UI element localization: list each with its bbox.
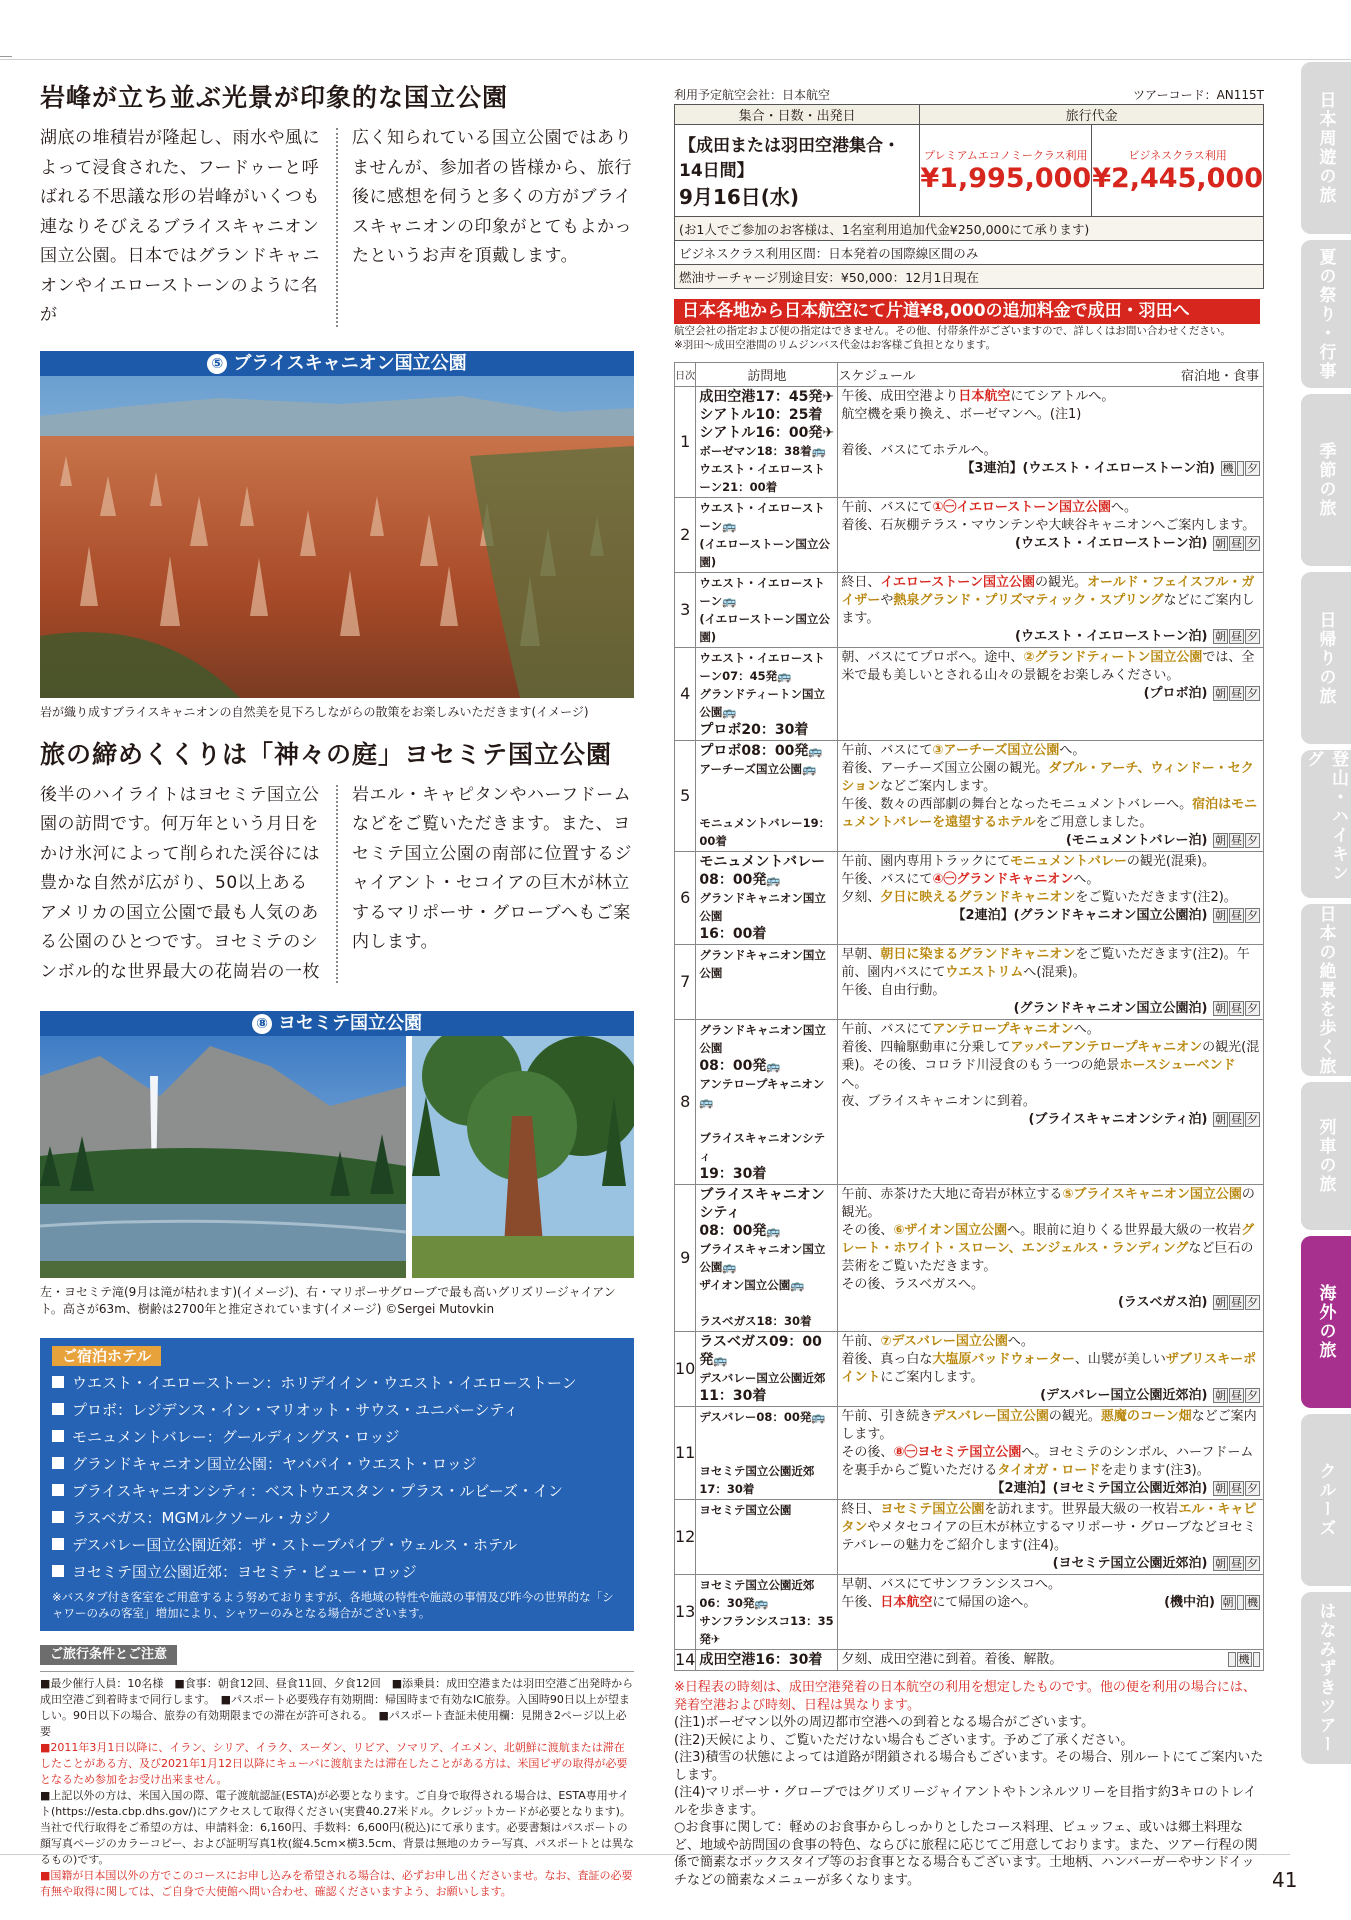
dotted-divider bbox=[336, 128, 338, 327]
domestic-connection-note-1: 航空会社の指定および便の指定はできません。その他、付帯条件がございますので、詳しくはお問い合わせください。 bbox=[674, 325, 1231, 337]
conditions-tag: ご旅行条件とご注意 bbox=[40, 1645, 177, 1665]
hotel-row bbox=[52, 1532, 622, 1559]
single-room-note: (お1人でご参加のお客様は、1名室利用追加代金¥250,000にて承ります) bbox=[675, 217, 1264, 241]
heading-yosemite: 旅の締めくくりは「神々の庭」ヨセミテ国立公園 bbox=[40, 739, 613, 769]
tab-scenic-walks[interactable]: 日本の絶景を歩く旅 bbox=[1301, 904, 1351, 1076]
heading-bryce: 岩峰が立ち並ぶ光景が印象的な国立公園 bbox=[40, 83, 509, 112]
domestic-connection-note-2: ※羽田～成田空港間のリムジンバス代金はお客様ご負担となります。 bbox=[674, 339, 996, 351]
departure-title: 【成田または羽田空港集合・14日間】 bbox=[679, 136, 900, 181]
note-1: (注1)ボーゼマン以外の周辺都市空港への到着となる場合がございます。 bbox=[674, 1715, 1095, 1730]
itinerary-day-7: 7 グランドキャニオン国立公園 早朝、朝日に染まるグランドキャニオンをご覧いただきます(注2)。午前、園内バスにてウエストリムへ(混乗)。 午後、自由行動。 (グランドキャニオン国立公園泊) 朝 昼 夕 bbox=[675, 945, 1264, 1020]
itinerary-day-2: 2 ウエスト・イエローストーン🚌 (イエローストーン国立公園) 午前、バスにて①㊀イエローストーン国立公園へ。 着後、石灰棚テラス・マウンテンや大峡谷キャニオンへご案内します。 (ウエスト・イエローストーン泊) 朝 昼 夕 bbox=[675, 498, 1264, 573]
tab-hiking[interactable]: 登山・ハイキング bbox=[1301, 750, 1351, 898]
itinerary-day-6: 6 モニュメントバレー 08：00発🚌 グランドキャニオン国立公園 16：00着 午前、園内専用トラックにてモニュメントバレーの観光(混乗)。 午後、バスにて④㊀グランドキャニオンへ。 夕刻、夕日に映えるグランドキャニオンをご覧いただきます(注2)。 【2連泊】(グランドキャニオン国立公園泊) 朝 昼 夕 bbox=[675, 852, 1264, 945]
yosemite-photos bbox=[40, 1036, 634, 1278]
caption-yosemite: 左・ヨセミテ滝(9月は滝が枯れます)(イメージ)、右・マリポーサグローブで最も高いグリズリージャイアント。高さが63m、樹齢は2700年と推定されています(イメージ) ©Sergei Mutovkin bbox=[40, 1285, 616, 1316]
domestic-connection-banner: 日本各地から日本航空にて片道¥8,000の追加料金で成田・羽田へ bbox=[674, 299, 1260, 324]
premium-economy-price: ¥1,995,000 bbox=[920, 163, 1092, 194]
tour-code: ツアーコード：AN115T bbox=[1132, 88, 1264, 102]
yosemite-text bbox=[40, 781, 634, 988]
left-column bbox=[40, 80, 634, 1900]
premium-economy-cell bbox=[920, 125, 1092, 217]
yosemite-falls-photo bbox=[40, 1036, 406, 1278]
departure-cell bbox=[675, 125, 920, 217]
category-tabs bbox=[1301, 62, 1351, 1770]
tab-day-trips[interactable]: 日帰りの旅 bbox=[1301, 572, 1351, 744]
page-number: 41 bbox=[1272, 1868, 1298, 1892]
conditions-esta: ■上記以外の方は、米国入国の際、電子渡航認証(ESTA)が必要となります。ご自身で取得される場合は、ESTA専用サイト(https://esta.cbp.dhs.gov/)にアクセスして取得ください(実費40.27米ドル。クレジットカードが必要となります)。当社で代行取得をご希望の方は、申請料金：6,160円、手数料：6,600円(税込)にて承ります。必要書類はパスポートの顔写真ページのカラーコピー、および証明写真1枚(縦4.5cm×横3.5cm、背景は無地のカラー写真、パスポートとは異なるもの)です。 bbox=[40, 1789, 634, 1866]
hotel-name: ブライスキャニオンシティ：ベストウエスタン・プラス・ルビーズ・イン bbox=[72, 1482, 564, 1500]
hotel-row bbox=[52, 1370, 622, 1397]
business-class-cell bbox=[1092, 125, 1264, 217]
itinerary-notes bbox=[674, 1679, 1264, 1889]
photo-title-text: ヨセミテ国立公園 bbox=[278, 1013, 422, 1034]
premium-economy-label: プレミアムエコノミークラス利用 bbox=[924, 149, 1088, 162]
bottom-rule bbox=[0, 1854, 1290, 1855]
fuel-surcharge-note: 燃油サーチャージ別途目安：¥50,000：12月1日現在 bbox=[675, 265, 1264, 289]
yosemite-paragraph-2: 岩エル・キャピタンやハーフドームなどをご覧いただきます。また、ヨセミテ国立公園の南部に位置するジャイアント・セコイアの巨木が林立するマリポーサ・グローブへもご案内します。 bbox=[352, 784, 632, 952]
photo-title-bryce bbox=[40, 351, 634, 376]
conditions-visa-warning: ■2011年3月1日以降に、イラン、シリア、イラク、スーダン、リビア、ソマリア、イエメン、北朝鮮に渡航または滞在したことがある方、及び2021年1月12日以降にキューバに渡航または滞在したことがある方は、米国ビザの取得が必要となるため参加をお受け出来ません。 bbox=[40, 1741, 628, 1786]
note-2: (注2)天候により、ご覧いただけない場合もございます。予めご了承ください。 bbox=[674, 1732, 1134, 1748]
hotel-tag: ご宿泊ホテル bbox=[52, 1346, 161, 1366]
conditions-basic: ■最少催行人員：10名様 ■食事：朝食12回、昼食11回、夕食12回 ■添乗員：成田空港または羽田空港ご出発時から成田空港ご到着時まで同行します。 ■パスポート必要残存有効期間：帰国時まで有効なIC旅券。入国時90日以上が望ましい。90日以下の場合、旅券の有効期限までの滞在が許可される。 ■パスポート査証未使用欄：見開き2ページ以上必要 bbox=[40, 1677, 634, 1738]
hotel-row bbox=[52, 1505, 622, 1532]
tab-hanamizuki[interactable]: はなみずきツアー bbox=[1301, 1592, 1351, 1764]
hotel-row bbox=[52, 1559, 622, 1586]
itinerary-table bbox=[674, 362, 1264, 1671]
note-4: (注4)マリポーサ・グローブではグリズリージャイアントやトンネルツリーを目指す約3キロのトレイルを歩きます。 bbox=[674, 1785, 1257, 1818]
bryce-paragraph-1: 湖底の堆積岩が隆起し、雨水や風によって浸食された、フードゥーと呼ばれる不思議な形の岩峰がいくつも連なりそびえるブライスキャニオン国立公園。日本ではグランドキャニオンやイエローストーンのように名が bbox=[40, 128, 320, 325]
hotel-name: プロボ：レジデンス・イン・マリオット・サウス・ユニバーシティ bbox=[72, 1401, 519, 1419]
photo-number-8: ⑧ bbox=[252, 1014, 272, 1034]
business-class-price: ¥2,445,000 bbox=[1092, 163, 1263, 194]
business-class-note: ビジネスクラス利用区間：日本発着の国際線区間のみ bbox=[675, 241, 1264, 265]
tab-summer-festivals[interactable]: 夏の祭り・行事 bbox=[1301, 240, 1351, 388]
tab-seasonal[interactable]: 季節の旅 bbox=[1301, 394, 1351, 566]
hotel-name: ラスベガス：MGMルクソール・カジノ bbox=[72, 1509, 333, 1527]
itinerary-header-place: 訪問地 bbox=[696, 363, 838, 387]
hotel-name: ウエスト・イエローストーン：ホリデイイン・ウエスト・イエローストーン bbox=[72, 1374, 577, 1392]
itinerary-header-day: 日次 bbox=[675, 363, 696, 387]
itinerary-day-1: 1 成田空港17：45発✈ シアトル10：25着 シアトル16：00発✈ ボーゼマン18：38着🚌 ウエスト・イエローストーン21：00着 午後、成田空港より日本航空にてシアトルへ。 航空機を乗り換え、ボーゼマンへ。(注1) 着後、バスにてホテルへ。 【3連泊】(ウエスト・イエローストーン泊) 機 夕 bbox=[675, 387, 1264, 498]
price-header-departure: 集合・日数・出発日 bbox=[675, 105, 920, 125]
hotel-row bbox=[52, 1478, 622, 1505]
itinerary-day-12: 12 ヨセミテ国立公園 終日、ヨセミテ国立公園を訪れます。世界最大級の一枚岩エル・キャピタンやメタセコイアの巨木が林立するマリポーサ・グローブなどヨセミテバレーの魅力をご紹介します(注4)。 (ヨセミテ国立公園近郊泊) 朝 昼 夕 bbox=[675, 1500, 1264, 1575]
hotel-box bbox=[40, 1338, 634, 1631]
hotel-row bbox=[52, 1424, 622, 1451]
airline: 利用予定航空会社：日本航空 bbox=[674, 88, 831, 102]
itinerary-day-5: 5 プロボ08：00発🚌 アーチーズ国立公園🚌 モニュメントバレー19：00着 午前、バスにて③アーチーズ国立公園へ。 着後、アーチーズ国立公園の観光。ダブル・アーチ、ウィンドー・セクションなどご案内します。 午後、数々の西部劇の舞台となったモニュメントバレーへ。宿泊はモニュメントバレーを遠望するホテルをご用意しました。 (モニュメントバレー泊) 朝 昼 夕 bbox=[675, 741, 1264, 852]
bryce-canyon-photo bbox=[40, 376, 634, 698]
itinerary-day-9: 9 ブライスキャニオンシティ 08：00発🚌 ブライスキャニオン国立公園🚌 ザイオン国立公園🚌 ラスベガス18：30着 午前、赤茶けた大地に奇岩が林立する⑤ブライスキャニオン国立公園の観光。 その後、⑥ザイオン国立公園へ。眼前に迫りくる世界最大級の一枚岩グレート・ホワイト・スローン、エンジェルス・ランディングなど巨石の芸術をご覧いただきます。 その後、ラスベガスへ。 (ラスベガス泊) 朝 昼 夕 bbox=[675, 1185, 1264, 1332]
grizzly-giant-photo bbox=[412, 1036, 634, 1278]
price-table bbox=[674, 104, 1264, 289]
tab-cruise[interactable]: クルーズ bbox=[1301, 1414, 1351, 1586]
right-column bbox=[674, 86, 1264, 1889]
hotel-name: モニュメントバレー：グールディングス・ロッジ bbox=[72, 1428, 400, 1446]
hotel-row bbox=[52, 1397, 622, 1424]
business-class-label: ビジネスクラス利用 bbox=[1128, 149, 1227, 162]
photo-title-yosemite bbox=[40, 1011, 634, 1036]
itinerary-day-14: 14 成田空港16：30着 夕刻、成田空港に到着。着後、解散。 機 bbox=[675, 1650, 1264, 1671]
tour-info-row bbox=[674, 86, 1264, 104]
tab-overseas[interactable]: 海外の旅 bbox=[1301, 1236, 1351, 1408]
tab-japan-tour[interactable]: 日本周遊の旅 bbox=[1301, 62, 1351, 234]
price-header-fare: 旅行代金 bbox=[920, 105, 1264, 125]
bryce-text bbox=[40, 124, 634, 331]
conditions-nationality-warning: ■国籍が日本国以外の方でこのコースにお申し込みを希望される場合は、必ずお申し出くださいませ。なお、査証の必要有無や取得に関しては、ご自身で大使館へ問い合わせ、確認くださいますよう、お願いします。 bbox=[40, 1869, 633, 1898]
photo-title-text: ブライスキャニオン国立公園 bbox=[233, 352, 467, 374]
conditions-text bbox=[40, 1671, 634, 1900]
itinerary-day-3: 3 ウエスト・イエローストーン🚌 (イエローストーン国立公園) 終日、イエローストーン国立公園の観光。オールド・フェイスフル・ガイザーや熱泉グランド・プリズマティック・スプリングなどにご案内します。 (ウエスト・イエローストーン泊) 朝 昼 夕 bbox=[675, 573, 1264, 648]
itinerary-header-schedule bbox=[838, 363, 1264, 387]
tab-train-trips[interactable]: 列車の旅 bbox=[1301, 1082, 1351, 1230]
dotted-divider bbox=[336, 785, 338, 984]
itinerary-day-10: 10 ラスベガス09：00発🚌 デスバレー国立公園近郊 11：30着 午前、⑦デスバレー国立公園へ。 着後、真っ白な大塩原バッドウォーター、山襞が美しいザブリスキーポイントにご案内します。 (デスバレー国立公園近郊泊) 朝 昼 夕 bbox=[675, 1332, 1264, 1407]
hotel-note: ※バスタブ付き客室をご用意するよう努めておりますが、各地域の特性や施設の事情及び昨今の世界的な「シャワーのみの客室」増加により、シャワーのみとなる場合がございます。 bbox=[52, 1590, 614, 1620]
hotel-name: デスバレー国立公園近郊：ザ・ストーブパイプ・ウェルス・ホテル bbox=[72, 1536, 518, 1554]
caption-bryce: 岩が織り成すブライスキャニオンの自然美を見下ろしながらの散策をお楽しみいただきます(イメージ) bbox=[40, 704, 589, 719]
yosemite-paragraph-1: 後半のハイライトはヨセミテ国立公園の訪問です。何万年という月日をかけ氷河によって削られた渓谷には豊かな自然が広がり、50以上あるアメリカの国立公園で最も人気のある公園のひとつです。ヨセミテのシンボル的な世界最大の花崗岩の一枚 bbox=[40, 784, 320, 982]
itinerary-day-13: 13 ヨセミテ国立公園近郊06：30発🚌 サンフランシスコ13：35発✈ 早朝、バスにてサンフランシスコへ。 午後、日本航空にて帰国の途へ。 (機中泊) 朝 機 bbox=[675, 1575, 1264, 1650]
itinerary-day-8: 8 グランドキャニオン国立公園 08：00発🚌 アンテロープキャニオン🚌 ブライスキャニオンシティ 19：30着 午前、バスにてアンテロープキャニオンへ。 着後、四輪駆動車に分乗してアッパーアンテロープキャニオンの観光(混乗)。その後、コロラド川浸食のもう一つの絶景ホースシューベンドへ。 夜、ブライスキャニオンに到着。 (ブライスキャニオンシティ泊) 朝 昼 夕 bbox=[675, 1020, 1264, 1185]
hotel-row bbox=[52, 1451, 622, 1478]
itinerary-header-schedule-label: スケジュール bbox=[838, 369, 916, 384]
photo-number-5: ⑤ bbox=[207, 354, 227, 374]
departure-date: 9月16日(水) bbox=[679, 185, 800, 209]
meal-note: ○お食事に関して：軽めのお食事からしっかりとしたコース料理、ビュッフェ、或いは郷土料理など、地域や訪問国の食事の特色、ならびに旅程に応じてご用意しております。また、ツアー行程の関係で簡素なボックスタイプ等のお食事となる場合もございます。土地柄、ハンバーガーやサンドイッチなどの簡素なメニューが多くなります。 bbox=[674, 1820, 1258, 1888]
bryce-paragraph-2: 広く知られている国立公園ではありませんが、参加者の皆様から、旅行後に感想を伺うと多くの方がブライスキャニオンの印象がとてもよかったというお声を頂戴します。 bbox=[352, 128, 632, 266]
note-3: (注3)積雪の状態によっては道路が閉鎖される場合もございます。その場合、別ルートにてご案内いたします。 bbox=[674, 1750, 1264, 1783]
timetable-note: ※日程表の時刻は、成田空港発着の日本航空の利用を想定したものです。他の便を利用の場合には、発着空港および時刻、日程は異なります。 bbox=[674, 1680, 1256, 1713]
page-top-border bbox=[0, 0, 1351, 60]
itinerary-header-stay: 宿泊地・食事 bbox=[1180, 369, 1259, 384]
itinerary-day-4: 4 ウエスト・イエローストーン07：45発🚌 グランドティートン国立公園🚌 プロボ20：30着 朝、バスにてプロボへ。途中、②グランドティートン国立公園では、全米で最も美しいとされる山々の景観をお楽しみください。 (プロボ泊) 朝 昼 夕 bbox=[675, 648, 1264, 741]
hotel-name: グランドキャニオン国立公園：ヤバパイ・ウエスト・ロッジ bbox=[72, 1455, 477, 1473]
hotel-name: ヨセミテ国立公園近郊：ヨセミテ・ビュー・ロッジ bbox=[72, 1563, 417, 1581]
itinerary-day-11: 11 デスバレー08：00発🚌 ヨセミテ国立公園近郊17：30着 午前、引き続きデスバレー国立公園の観光。悪魔のコーン畑などご案内します。 その後、⑧㊀ヨセミテ国立公園へ。ヨセミテのシンボル、ハーフドームを裏手からご覧いただけるタイオガ・ロードを走ります(注3)。 【2連泊】(ヨセミテ国立公園近郊泊) 朝 昼 夕 bbox=[675, 1407, 1264, 1500]
